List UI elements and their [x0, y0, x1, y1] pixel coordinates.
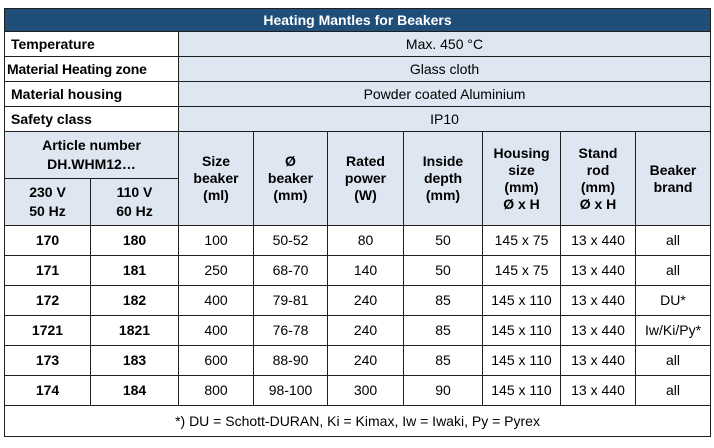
table-row [5, 286, 711, 316]
size-header [179, 132, 254, 226]
article-230v-cell: 172 [5, 286, 91, 316]
depth-cell: 50 [404, 256, 483, 286]
depth-header [404, 132, 483, 226]
power-cell: 240 [328, 316, 404, 346]
diameter-cell: 68-70 [254, 256, 328, 286]
header-text: Ø x H [579, 195, 617, 212]
article-230v-cell: 1721 [5, 316, 91, 346]
power-cell: 80 [328, 226, 404, 256]
article-230v-cell: 170 [5, 226, 91, 256]
housing-cell: 145 x 110 [483, 376, 561, 406]
table-row [5, 346, 711, 376]
header-text: 50 Hz [29, 203, 66, 219]
power-header [328, 132, 404, 226]
article-110v-cell: 180 [91, 226, 179, 256]
table-title: Heating Mantles for Beakers [5, 9, 711, 32]
spec-label: Safety class [5, 107, 179, 132]
brand-cell: all [636, 226, 711, 256]
article-110v-cell: 184 [91, 376, 179, 406]
article-230v-cell: 173 [5, 346, 91, 376]
housing-size-header [483, 132, 561, 226]
size-cell: 600 [179, 346, 254, 376]
rod-cell: 13 x 440 [561, 226, 636, 256]
brand-cell: all [636, 346, 711, 376]
housing-cell: 145 x 110 [483, 346, 561, 376]
header-text: rod [586, 161, 610, 178]
housing-cell: 145 x 110 [483, 316, 561, 346]
header-text: Rated [346, 153, 385, 169]
depth-cell: 85 [404, 316, 483, 346]
spec-row-temperature [5, 32, 711, 57]
table-row [5, 226, 711, 256]
housing-cell: 145 x 75 [483, 256, 561, 286]
header-text: 230 V [29, 184, 66, 200]
diameter-cell: 79-81 [254, 286, 328, 316]
article-110v-cell: 181 [91, 256, 179, 286]
header-text: (mm) [504, 178, 539, 195]
power-cell: 140 [328, 256, 404, 286]
power-cell: 240 [328, 286, 404, 316]
header-text: Ø x H [503, 195, 540, 212]
brand-cell: all [636, 376, 711, 406]
diameter-header [254, 132, 328, 226]
power-cell: 240 [328, 346, 404, 376]
header-text: brand [653, 178, 693, 195]
rod-cell: 13 x 440 [561, 256, 636, 286]
housing-cell: 145 x 110 [483, 286, 561, 316]
diameter-cell: 50-52 [254, 226, 328, 256]
article-110v-cell: 182 [91, 286, 179, 316]
header-text: Beaker [649, 161, 697, 178]
header-text: DH.WHM12… [47, 156, 136, 172]
table-row [5, 256, 711, 286]
footnote: *) DU = Schott-DURAN, Ki = Kimax, Iw = Iwaki, Py = Pyrex [5, 406, 711, 437]
table-row [5, 376, 711, 406]
column-header-row [5, 132, 711, 179]
header-text: (mm) [580, 178, 616, 195]
depth-cell: 85 [404, 346, 483, 376]
size-cell: 100 [179, 226, 254, 256]
housing-cell: 145 x 75 [483, 226, 561, 256]
header-text: Article number [42, 137, 141, 153]
size-cell: 400 [179, 286, 254, 316]
spec-value: Glass cloth [179, 57, 711, 82]
spec-label: Temperature [5, 32, 179, 57]
spec-value: Powder coated Aluminium [179, 82, 711, 107]
header-text: (mm) [425, 187, 461, 203]
depth-cell: 50 [404, 226, 483, 256]
spec-row-housing [5, 82, 711, 107]
header-text: (mm) [273, 187, 308, 203]
spec-value: IP10 [179, 107, 711, 132]
voltage-110-header [91, 179, 179, 226]
beaker-brand-header [636, 132, 711, 226]
header-text: Size [201, 153, 230, 169]
brand-cell: DU* [636, 286, 711, 316]
article-230v-cell: 174 [5, 376, 91, 406]
brand-cell: all [636, 256, 711, 286]
table-row [5, 316, 711, 346]
heating-mantles-table [4, 8, 711, 437]
header-text: beaker [193, 170, 239, 186]
depth-cell: 90 [404, 376, 483, 406]
size-cell: 800 [179, 376, 254, 406]
spec-label: Material Heating zone [5, 57, 179, 82]
article-110v-cell: 183 [91, 346, 179, 376]
table-title-row [5, 9, 711, 32]
header-text: 60 Hz [116, 203, 153, 219]
header-text: Housing [493, 144, 550, 161]
size-cell: 400 [179, 316, 254, 346]
header-text: Inside [422, 153, 464, 169]
spec-row-heating-zone [5, 57, 711, 82]
brand-cell: Iw/Ki/Py* [636, 316, 711, 346]
header-text: Stand [578, 144, 618, 161]
diameter-cell: 98-100 [254, 376, 328, 406]
rod-cell: 13 x 440 [561, 346, 636, 376]
size-cell: 250 [179, 256, 254, 286]
article-number-header [5, 132, 179, 179]
spec-row-safety [5, 107, 711, 132]
header-text: (ml) [203, 187, 229, 203]
stand-rod-header [561, 132, 636, 226]
footnote-row [5, 406, 711, 437]
header-text: beaker [267, 170, 314, 186]
rod-cell: 13 x 440 [561, 376, 636, 406]
article-230v-cell: 171 [5, 256, 91, 286]
power-cell: 300 [328, 376, 404, 406]
diameter-cell: 88-90 [254, 346, 328, 376]
header-text: size [508, 161, 535, 178]
rod-cell: 13 x 440 [561, 316, 636, 346]
header-text: power [344, 170, 387, 186]
voltage-230-header [5, 179, 91, 226]
header-text: (W) [354, 187, 377, 203]
depth-cell: 85 [404, 286, 483, 316]
diameter-cell: 76-78 [254, 316, 328, 346]
header-text: depth [423, 170, 463, 186]
header-text: Ø [285, 153, 296, 169]
header-text: 110 V [116, 184, 153, 200]
spec-label: Material housing [5, 82, 179, 107]
article-110v-cell: 1821 [91, 316, 179, 346]
spec-value: Max. 450 °C [179, 32, 711, 57]
rod-cell: 13 x 440 [561, 286, 636, 316]
